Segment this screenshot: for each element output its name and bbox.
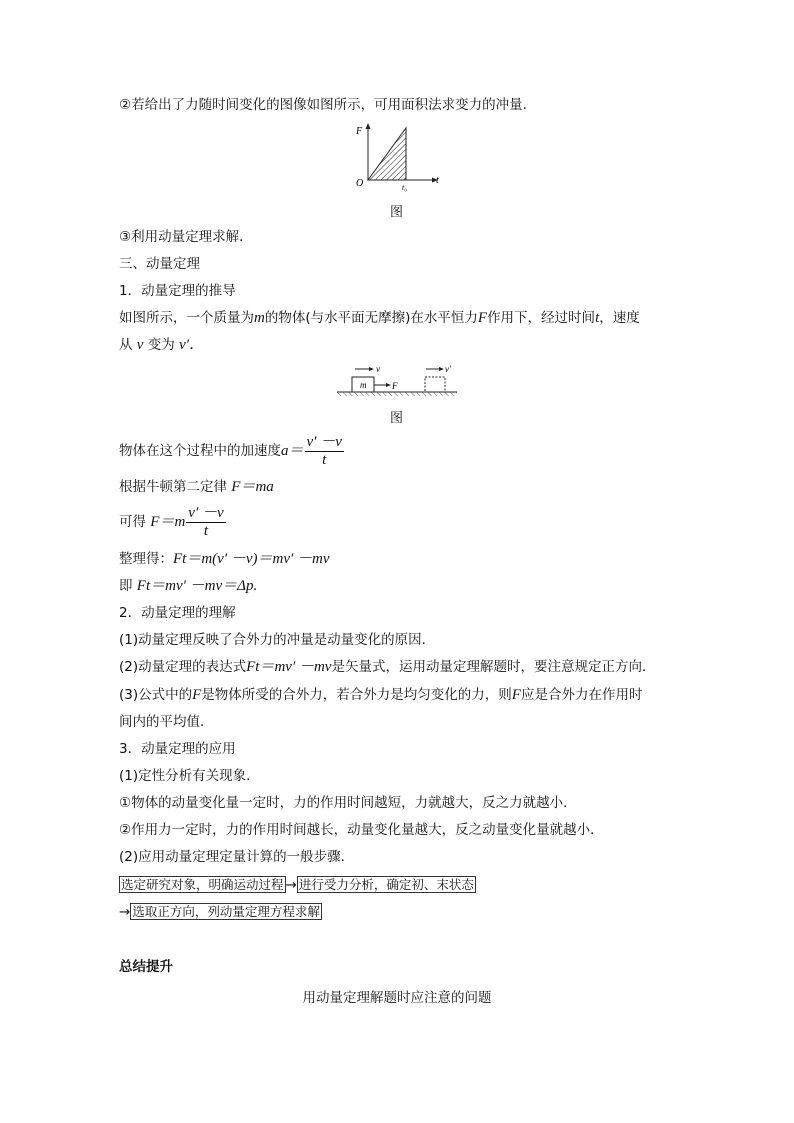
formula: Ft＝mv′ －mv＝Δp. (136, 578, 258, 594)
steps-line2 (119, 903, 322, 921)
sub1-title: 1．动量定理的推导 (119, 283, 236, 299)
force-label: F (392, 381, 398, 391)
block-final-dashed (425, 377, 445, 392)
sub2-title: 2．动量定理的理解 (119, 605, 236, 621)
fraction-numerator: v′ －v (188, 504, 224, 521)
text-segment: 变为 (147, 337, 175, 353)
text-segment: 应是合外力在作用时 (520, 687, 643, 703)
symbol-v-prime: v′． (179, 337, 205, 353)
derivation-line2 (119, 336, 204, 354)
impulse-area (368, 128, 406, 180)
sub3-title: 3．动量定理的应用 (119, 741, 236, 757)
velocity-label: v (376, 364, 380, 374)
application-1-1: ①物体的动量变化量一定时，力的作用时间越短，力就越大，反之力就越小． (119, 795, 577, 811)
text-segment: 作用下，经过时间 (487, 310, 596, 326)
block-motion-diagram (335, 362, 459, 400)
summary-heading: 用动量定理解题时应注意的问题 (302, 990, 492, 1006)
velocity2-label: v′ (445, 364, 451, 374)
text-segment: 是物体所受的合外力，若合外力是均匀变化的力，则 (201, 687, 512, 703)
derived-force-line (119, 504, 227, 540)
arrange-line (119, 550, 330, 568)
text-segment: 物体在这个过程中的加速度 (119, 443, 281, 459)
derivation-line1 (119, 309, 640, 327)
text-segment: 的物体(与水平面无摩擦)在水平恒力 (264, 310, 478, 326)
y-axis-arrow (366, 123, 371, 129)
text-segment: (3)公式中的 (119, 687, 193, 703)
text-segment: (2)动量定理的表达式 (119, 659, 247, 675)
symbol-v: v (136, 337, 144, 353)
axis-label-f: F (356, 126, 363, 137)
text-segment: 整理得： (119, 551, 173, 567)
result-line (119, 577, 257, 595)
symbol-f: F (511, 687, 521, 703)
ground-hatch (337, 392, 457, 396)
origin-label: O (356, 178, 364, 189)
fraction-denominator: t (203, 522, 209, 539)
step-box-3: 选取正方向，列动量定理方程求解 (132, 904, 320, 919)
symbol-t: t (595, 310, 600, 326)
velocity-arrowhead (369, 367, 374, 371)
symbol-f: F (192, 687, 202, 703)
fraction (186, 505, 225, 540)
fraction-numerator: v′ －v (306, 433, 342, 450)
summary-title: 总结提升 (119, 959, 173, 975)
figure1-caption: 图 (390, 205, 404, 220)
text-segment: 从 (119, 337, 133, 353)
understanding-2 (119, 658, 655, 676)
understanding-3-cont: 间内的平均值． (119, 714, 214, 730)
formula: Ft＝m(v′ －v)＝mv′ －mv (173, 551, 330, 567)
step-box-1: 选定研究对象，明确运动过程 (121, 877, 284, 892)
text-segment: 是矢量式，运用动量定理解题时，要注意规定正方向． (331, 659, 656, 675)
step-box-2: 进行受力分析，确定初、末状态 (298, 877, 474, 892)
formula: F＝ma (231, 479, 274, 495)
block-label-m: m (360, 380, 367, 390)
graph-intro-line: ②若给出了力随时间变化的图像如图所示，可用面积法求变力的冲量． (119, 97, 537, 113)
formula: Ft＝mv′ －mv (246, 659, 332, 675)
force-arrowhead (386, 383, 391, 387)
arrow-glyph: → (285, 877, 297, 893)
formula-lhs: F＝m (150, 514, 186, 530)
understanding-3 (119, 686, 642, 704)
text-segment: 根据牛顿第二定律 (119, 479, 227, 495)
text-segment: 可得 (119, 514, 146, 530)
arrow-glyph: → (119, 904, 131, 920)
formula-lhs: a＝ (281, 443, 304, 459)
application-2: (2)应用动量定理定量计算的一般步骤． (119, 849, 355, 865)
application-1: (1)定性分析有关现象． (119, 768, 260, 784)
method3-line: ③利用动量定理求解． (119, 229, 253, 245)
fraction (305, 434, 344, 469)
section3-title: 三、动量定理 (119, 256, 200, 272)
text-segment: 如图所示，一个质量为 (119, 310, 254, 326)
symbol-f: F (477, 310, 488, 326)
t0-label: t₀ (402, 183, 408, 192)
understanding-1: (1)动量定理反映了合外力的冲量是动量变化的原因． (119, 632, 436, 648)
fraction-denominator: t (322, 451, 327, 468)
newton-law-line (119, 478, 274, 496)
steps-line1 (119, 876, 476, 894)
application-1-2: ②作用力一定时，力的作用时间越长，动量变化量越大，反之动量变化量就越小． (119, 822, 604, 838)
velocity2-arrowhead (439, 367, 444, 371)
axis-label-t: t (436, 175, 439, 186)
figure2-caption: 图 (390, 411, 404, 426)
acceleration-formula-line (119, 433, 345, 469)
text-segment: ，速度 (599, 310, 640, 326)
text-segment: 即 (119, 578, 133, 594)
force-time-graph (350, 120, 445, 192)
symbol-m: m (254, 310, 265, 326)
